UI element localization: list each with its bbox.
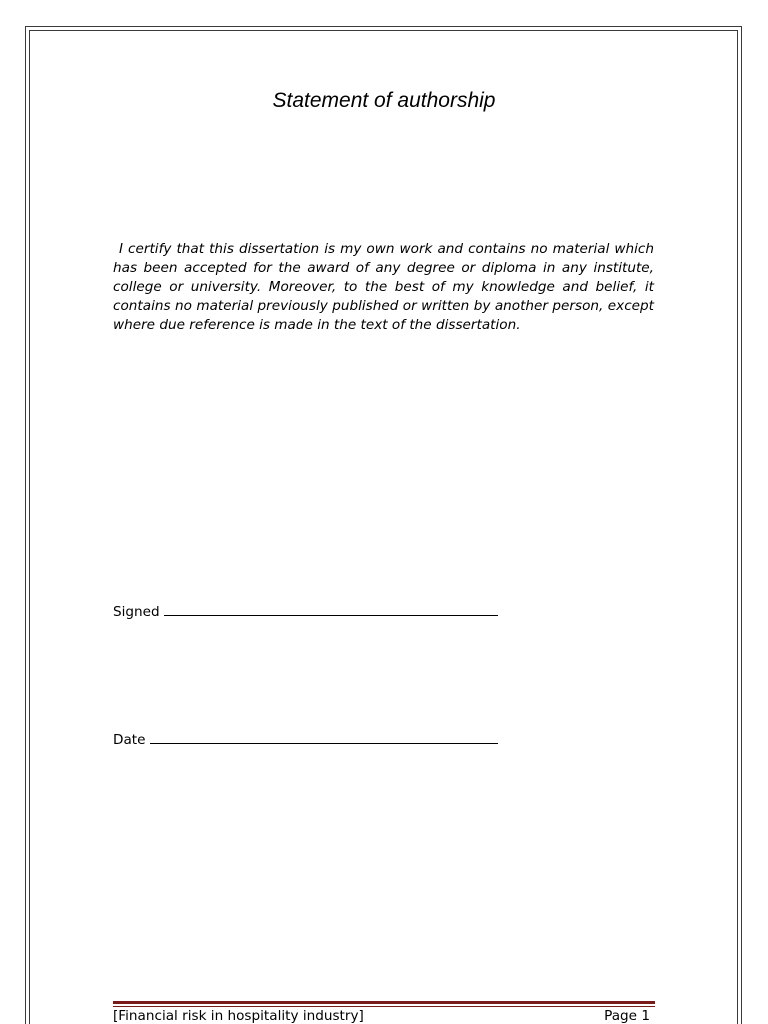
page-border-inner: [29, 30, 738, 1024]
authorship-statement: I certify that this dissertation is my own work and contains no material which has been accepted for the award of any degree or diploma in any institute, college or university. Moreover, to the best of my knowledge and belief, it contains no material previously published or written by another person, except where due reference is made in the text of the dissertation.: [113, 241, 654, 333]
signature-field: [113, 603, 498, 620]
signed-label: Signed: [113, 604, 160, 620]
page-title: Statement of authorship: [272, 89, 496, 112]
footer-rule-thin: [113, 1006, 655, 1007]
date-field: [113, 731, 498, 748]
page-number: Page 1: [604, 1008, 650, 1024]
footer-document-title: [Financial risk in hospitality industry]: [113, 1008, 364, 1024]
page-footer: [113, 1008, 650, 1024]
signature-line: [164, 603, 498, 616]
date-label: Date: [113, 732, 146, 748]
footer-rule-thick: [113, 1001, 655, 1004]
date-line: [150, 731, 498, 744]
